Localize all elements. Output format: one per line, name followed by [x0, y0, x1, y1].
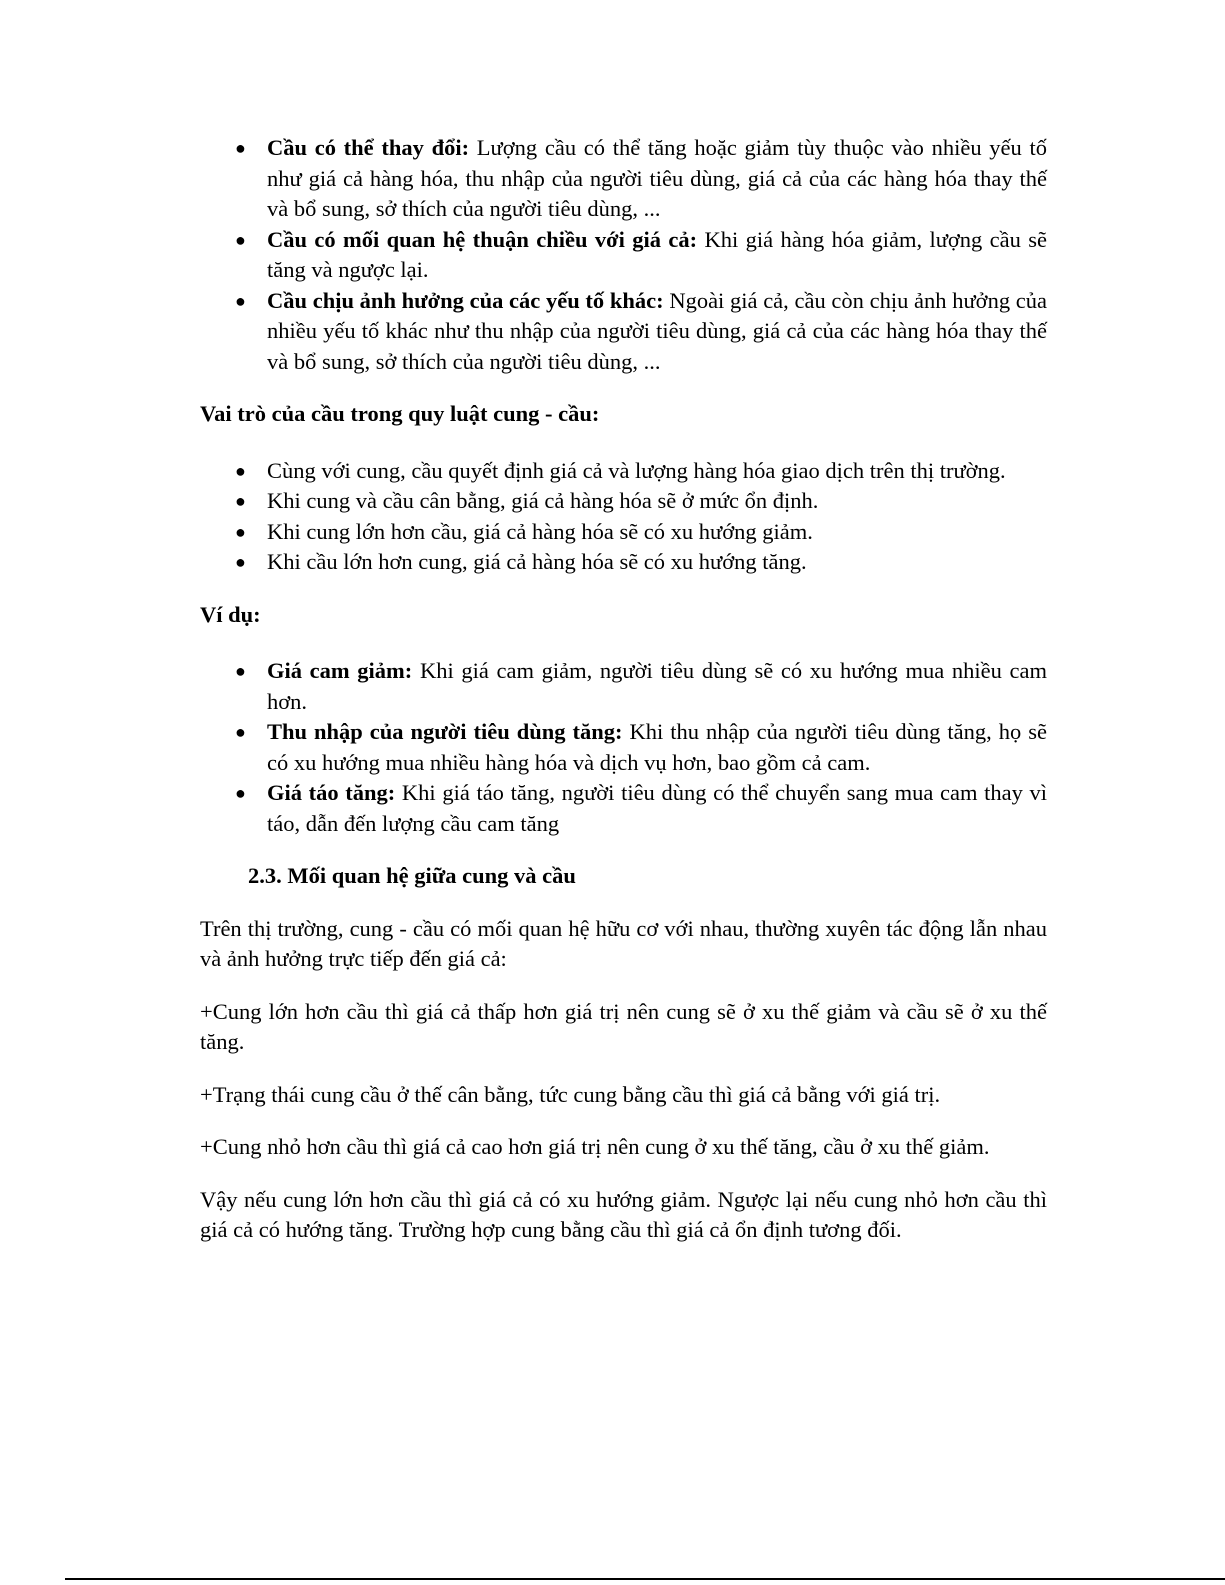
list-item: [235, 717, 1047, 778]
bullet-icon: ●: [235, 460, 246, 481]
bullet-icon: ●: [235, 138, 246, 158]
bullet-icon: ●: [235, 783, 246, 803]
list-item-bold-label: Giá táo tăng:: [267, 780, 396, 805]
demand-characteristics-list: [200, 133, 1047, 377]
list-item-text: Cùng với cung, cầu quyết định giá cả và lượng hàng hóa giao dịch trên thị trường.: [267, 457, 1006, 483]
list-item: [235, 286, 1048, 378]
list-item-bold-label: Giá cam giảm:: [267, 658, 413, 683]
demand-role-list: [200, 456, 1047, 578]
list-item: [235, 778, 1047, 839]
paragraph: +Cung nhỏ hơn cầu thì giá cả cao hơn giá trị nên cung ở xu thế tăng, cầu ở xu thế giảm.: [200, 1134, 990, 1159]
section-heading: 2.3. Mối quan hệ giữa cung và cầu: [248, 863, 576, 888]
list-item-bold-label: Cầu chịu ảnh hưởng của các yếu tố khác:: [267, 287, 664, 313]
list-item-bold-label: Cầu có mối quan hệ thuận chiều với giá cả:: [267, 226, 698, 252]
bullet-icon: ●: [235, 521, 246, 542]
list-item: [235, 133, 1047, 225]
example-heading: Ví dụ:: [200, 601, 261, 627]
list-item-text: Khi cầu lớn hơn cung, giá cả hàng hóa sẽ có xu hướng tăng.: [267, 549, 807, 574]
bullet-icon: ●: [235, 290, 246, 311]
list-item-text: Khi giá hàng hóa giảm, lượng cầu sẽ tăng và ngược lại.: [267, 226, 1047, 282]
list-item: [235, 547, 1047, 578]
list-item-text: Ngoài giá cả, cầu còn chịu ảnh hưởng của nhiều yếu tố khác như thu nhập của người tiêu dùng, giá cả của các hàng hóa thay thế và bổ sung, sở thích của người tiêu dùng, ...: [267, 287, 1048, 374]
list-item: [235, 656, 1047, 717]
example-list: [200, 656, 1047, 839]
paragraph: +Cung lớn hơn cầu thì giá cả thấp hơn giá trị nên cung sẽ ở xu thế giảm và cầu sẽ ở xu thế tăng.: [200, 998, 1047, 1054]
list-item-text: Khi giá cam giảm, người tiêu dùng sẽ có xu hướng mua nhiều cam hơn.: [267, 658, 1047, 714]
list-item-text: Khi cung lớn hơn cầu, giá cả hàng hóa sẽ có xu hướng giảm.: [267, 518, 813, 544]
list-item-text: Khi cung và cầu cân bằng, giá cả hàng hóa sẽ ở mức ổn định.: [267, 488, 819, 513]
paragraph: Vậy nếu cung lớn hơn cầu thì giá cả có xu hướng giảm. Ngược lại nếu cung nhỏ hơn cầu thì giá cả có hướng tăng. Trường hợp cung bằng cầu thì giá cả ổn định tương đối.: [200, 1186, 1047, 1242]
list-item-bold-label: Cầu có thể thay đổi:: [267, 135, 470, 160]
bullet-icon: ●: [235, 722, 246, 742]
list-item: [235, 456, 1047, 487]
list-item-bold-label: Thu nhập của người tiêu dùng tăng:: [267, 719, 623, 744]
paragraph: +Trạng thái cung cầu ở thế cân bằng, tức cung bằng cầu thì giá cả bằng với giá trị.: [200, 1081, 941, 1107]
list-item: [235, 517, 1047, 548]
bullet-icon: ●: [235, 552, 246, 572]
list-item-text: Khi giá táo tăng, người tiêu dùng có thể chuyển sang mua cam thay vì táo, dẫn đến lượng cầu cam tăng: [267, 780, 1047, 836]
list-item-text: Khi thu nhập của người tiêu dùng tăng, họ sẽ có xu hướng mua nhiều hàng hóa và dịch vụ hơn, bao gồm cả cam.: [267, 719, 1047, 775]
list-item-text: Lượng cầu có thể tăng hoặc giảm tùy thuộc vào nhiều yếu tố như giá cả hàng hóa, thu nhập của người tiêu dùng, giá cả của các hàng hóa thay thế và bổ sung, sở thích của người tiêu dùng, ...: [267, 135, 1047, 221]
bullet-icon: ●: [235, 491, 246, 511]
page-bottom-rule: [65, 1578, 1225, 1580]
bullet-icon: ●: [235, 661, 246, 681]
document-page: [200, 133, 1047, 1246]
paragraph: Trên thị trường, cung - cầu có mối quan hệ hữu cơ với nhau, thường xuyên tác động lẫn nhau và ảnh hưởng trực tiếp đến giá cả:: [200, 915, 1047, 971]
list-item: [235, 486, 1047, 517]
bullet-icon: ●: [235, 229, 246, 250]
list-item: [235, 225, 1047, 286]
role-heading: Vai trò của cầu trong quy luật cung - cầu:: [200, 401, 600, 426]
